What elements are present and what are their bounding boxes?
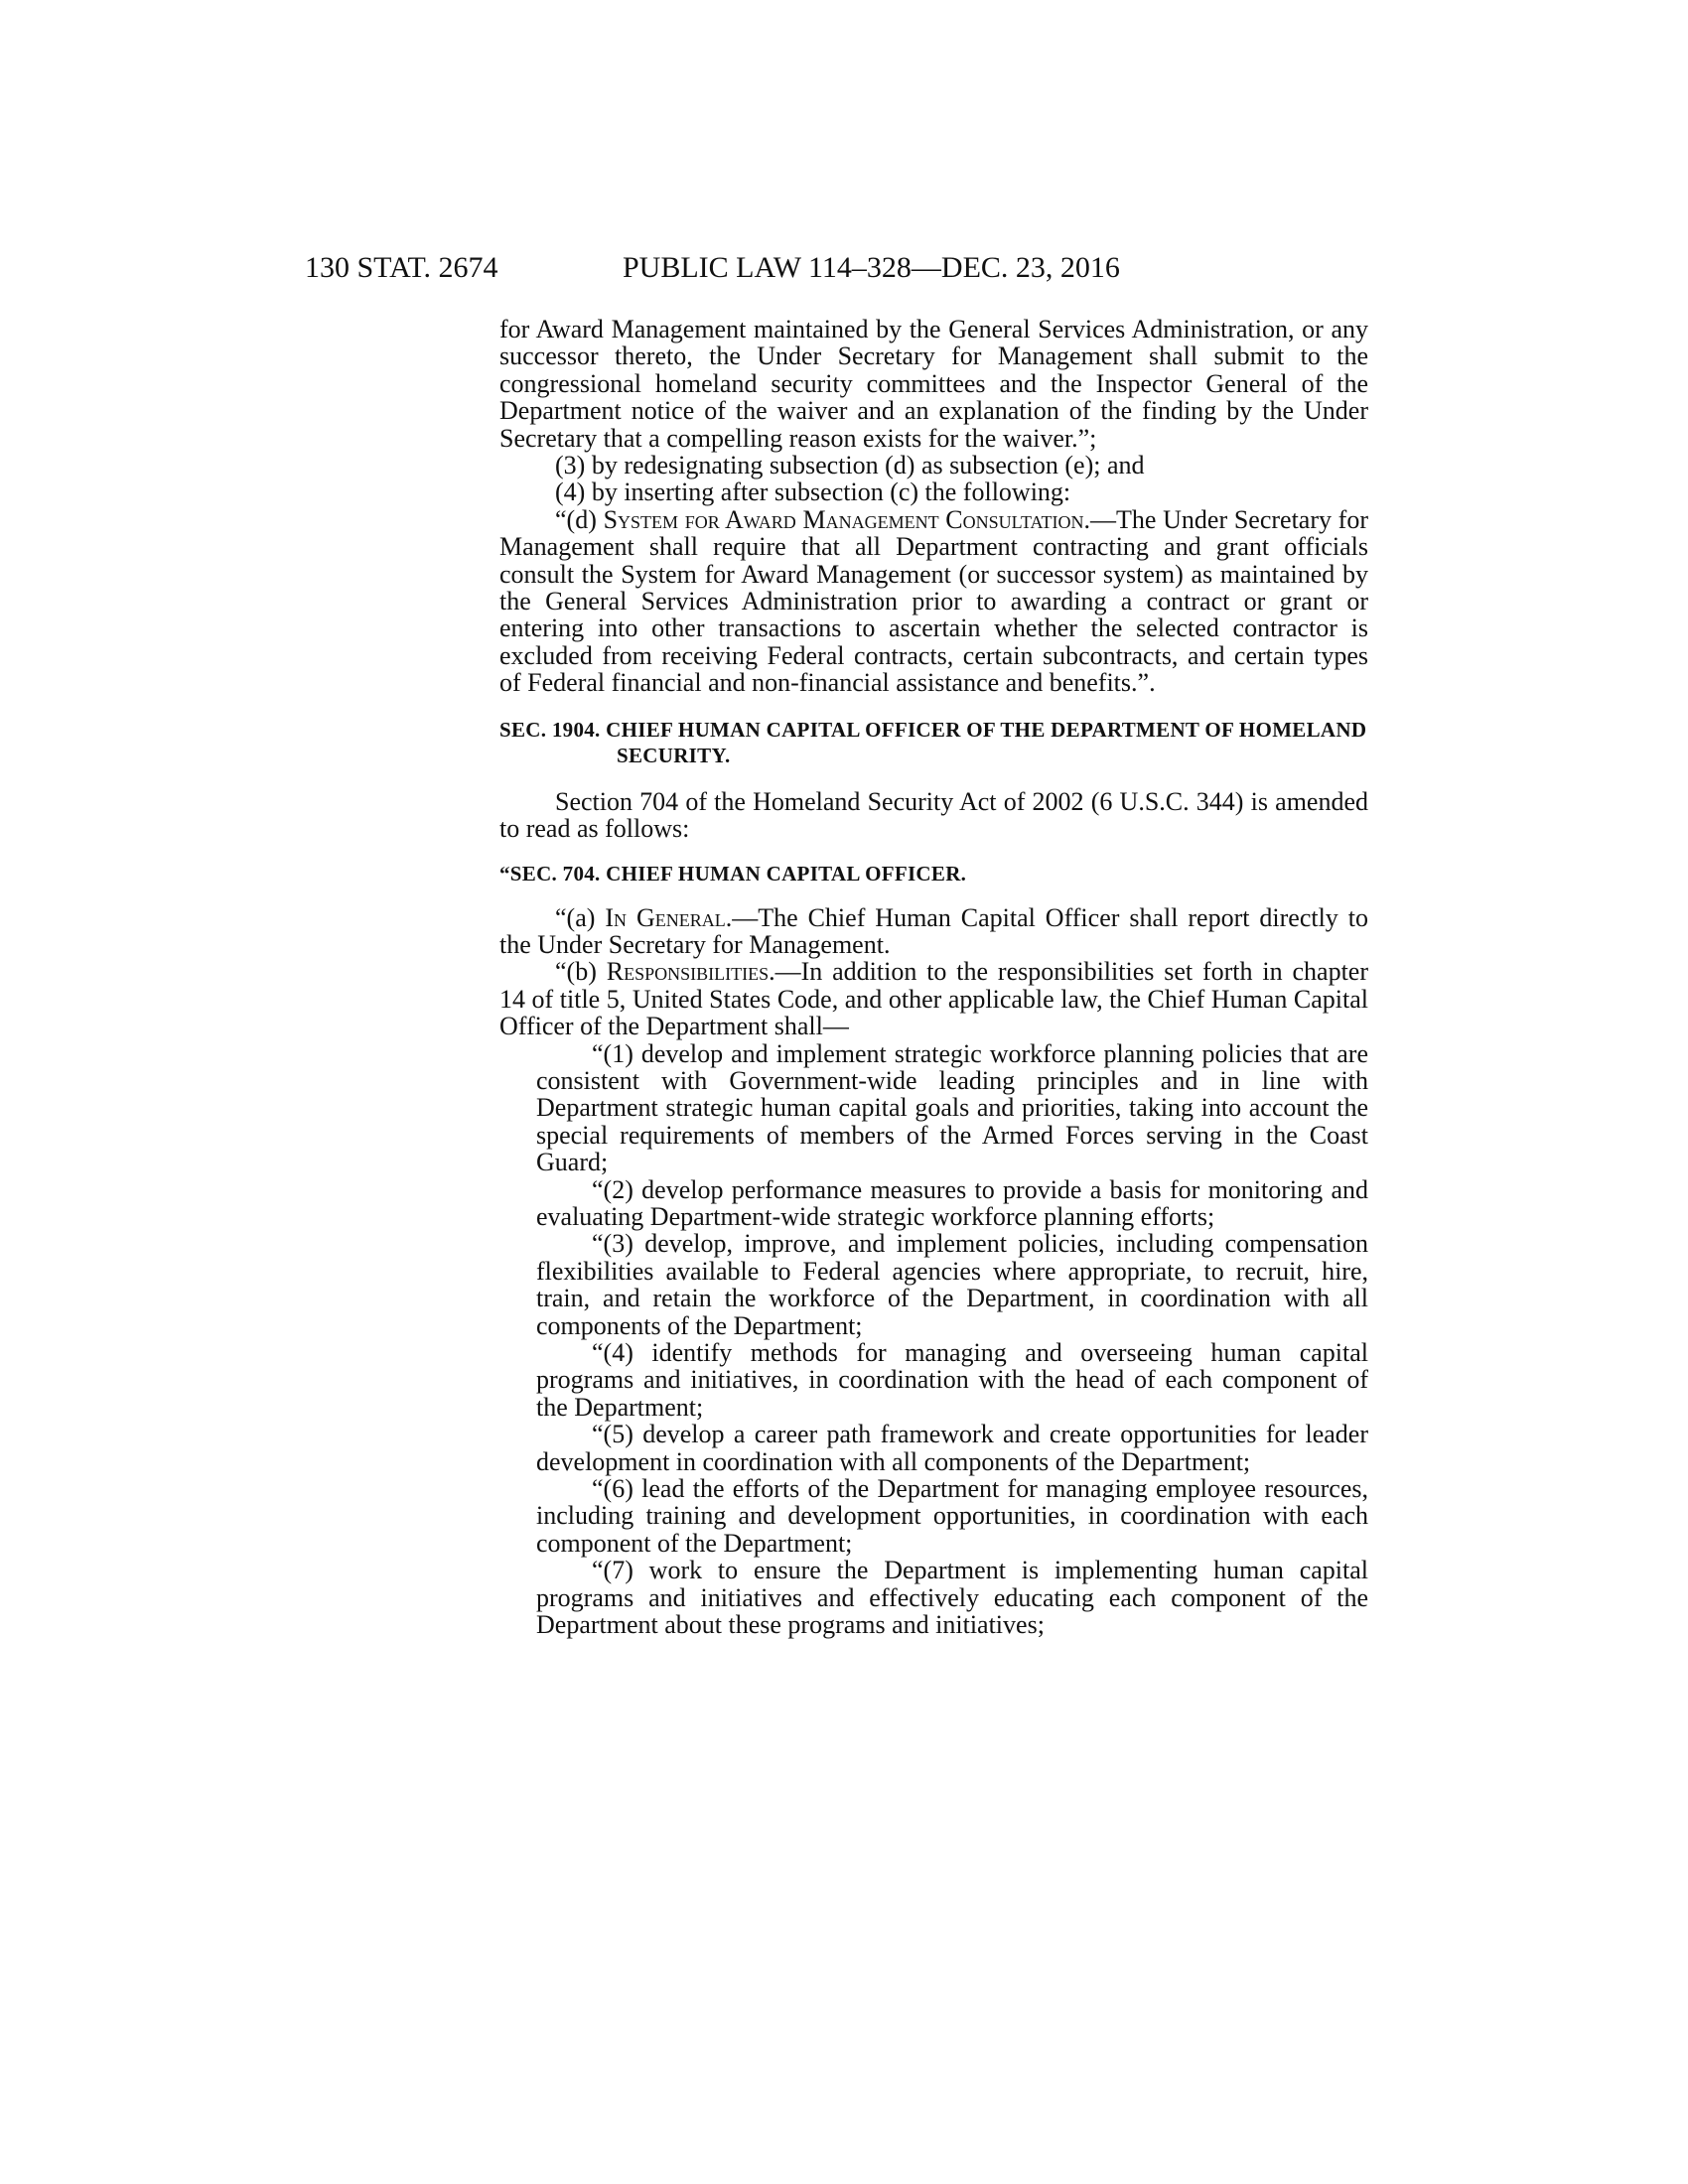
subsection-d-body: .—The Under Secretary for Management shall require that all Department contracting and grant officials consult the System for Award Management (or successor system) as maintained by the General Services Administration prior to awarding a contract or grant or entering into other transactions to ascertain whether the selected contractor is excluded from receiving Federal contracts, certain subcontracts, and certain types of Federal financial and non-financial assistance and benefits.”. — [499, 504, 1369, 698]
responsibility-4: “(4) identify methods for managing and overseeing human capital programs and initiatives, in coordination with the head of each component of the Department; — [536, 1338, 1368, 1422]
responsibility-7: “(7) work to ensure the Department is implementing human capital programs and initiatives and effectively educating each component of the Department about these programs and initiatives; — [536, 1556, 1368, 1640]
section-1904-heading: SEC. 1904. CHIEF HUMAN CAPITAL OFFICER OF THE DEPARTMENT OF HOMELAND SECURITY. — [499, 717, 1367, 767]
responsibility-6: “(6) lead the efforts of the Department for managing employee resources, including training and development opportunities, in coordination with each component of the Department; — [536, 1474, 1368, 1558]
subsection-a — [499, 904, 1368, 959]
responsibility-1: “(1) develop and implement strategic workforce planning policies that are consistent with Government-wide leading principles and in line with Department strategic human capital goals and priorities, taking into account the special requirements of members of the Armed Forces serving in the Coast Guard; — [536, 1038, 1368, 1177]
section-704-heading: “SEC. 704. CHIEF HUMAN CAPITAL OFFICER. — [499, 861, 967, 886]
subsection-b-lead: “(b) — [555, 957, 607, 987]
running-header-title: PUBLIC LAW 114–328—DEC. 23, 2016 — [623, 251, 1120, 284]
paragraph-waiver-notice: for Award Management maintained by the General Services Administration, or any successor thereto, the Under Secretary for Management shall submit to the congressional homeland security committees and the Inspector General of the Department notice of the waiver and an explanation of the finding by the Under Secretary that a compelling reason exists for the waiver.”; — [499, 315, 1368, 453]
responsibility-2: “(2) develop performance measures to provide a basis for monitoring and evaluating Department-wide strategic workforce planning efforts; — [536, 1174, 1368, 1231]
stat-page-number: 130 STAT. 2674 — [305, 251, 498, 284]
responsibility-3: “(3) develop, improve, and implement policies, including compensation flexibilities available to Federal agencies where appropriate, to recruit, hire, train, and retain the workforce of the Department, in coordination with all components of the Department; — [536, 1229, 1368, 1340]
subsection-d — [499, 506, 1368, 697]
subsection-b-heading: Responsibilities — [606, 957, 770, 987]
subsection-d-heading: System for Award Management Consultation — [603, 504, 1084, 534]
subsection-d-lead: “(d) — [555, 504, 604, 534]
subsection-a-lead: “(a) — [555, 902, 606, 932]
subsection-b-body: .—In addition to the responsibilities set forth in chapter 14 of title 5, United States Code, and other applicable law, the Chief Human Capital Officer of the Department shall— — [499, 957, 1368, 1041]
subsection-a-heading: In General — [605, 902, 726, 932]
document-body — [499, 316, 1368, 1638]
section-704-intro: Section 704 of the Homeland Security Act of 2002 (6 U.S.C. 344) is amended to read as follows: — [499, 786, 1368, 844]
responsibility-5: “(5) develop a career path framework and create opportunities for leader development in coordination with all components of the Department; — [536, 1420, 1368, 1476]
clause-3: (3) by redesignating subsection (d) as subsection (e); and — [555, 451, 1145, 480]
subsection-b — [499, 958, 1368, 1039]
clause-4: (4) by inserting after subsection (c) the following: — [555, 478, 1071, 507]
subsection-a-body: .—The Chief Human Capital Officer shall report directly to the Under Secretary for Management. — [499, 902, 1368, 959]
